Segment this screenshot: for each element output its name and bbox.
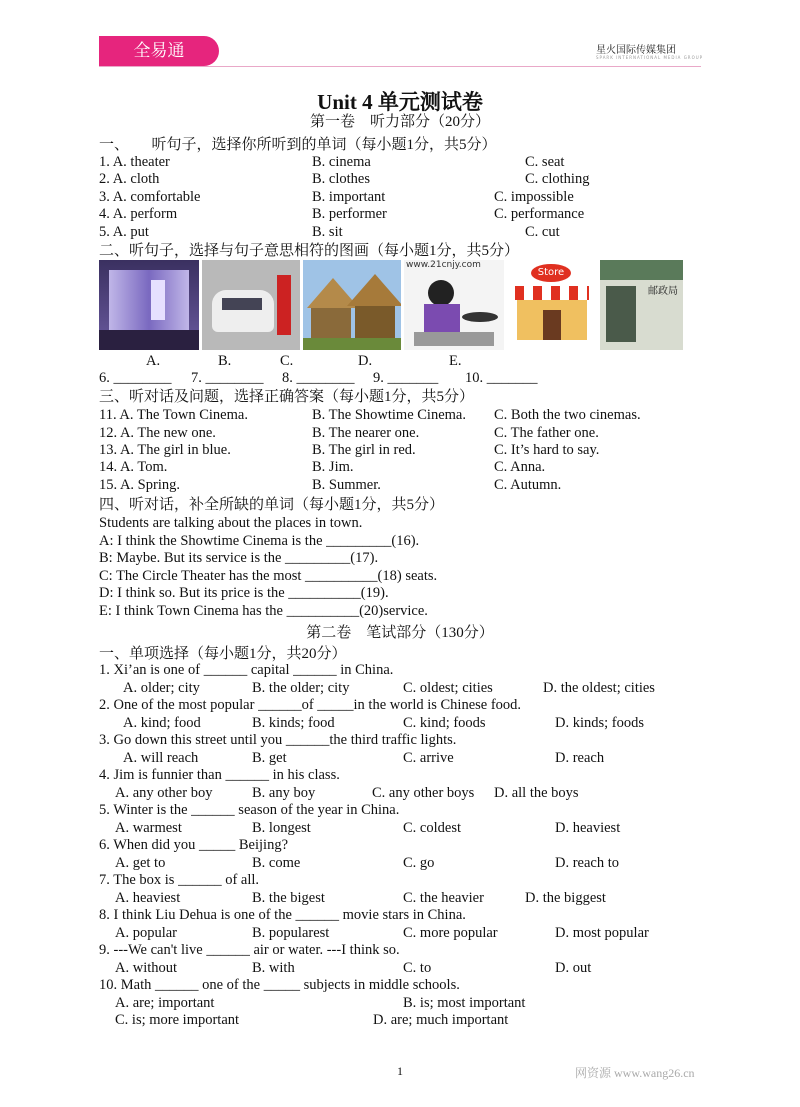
car-wash-image [202, 260, 300, 350]
picture-strip [99, 260, 683, 352]
question-option: B. the older; city [252, 679, 350, 696]
dialogue-line: D: I think so. But its price is the __________(19). [99, 585, 389, 602]
sec1-option: 4. A. perform [99, 206, 178, 222]
sec3-option: C. Both the two cinemas. [494, 407, 641, 423]
sec3-option: C. Anna. [494, 459, 546, 475]
question-stem: 8. I think Liu Dehua is one of the ______ movie stars in China. [99, 907, 466, 923]
question-option: C. to [403, 959, 432, 976]
org-subtitle: SPARK INTERNATIONAL MEDIA GROUP [596, 55, 704, 60]
question-option: C. is; more important [115, 1012, 240, 1028]
question-stem: 2. One of the most popular ______of _____in the world is Chinese food. [99, 697, 522, 713]
org-name: 星火国际传媒集团 [596, 45, 676, 56]
question-option: D. the oldest; cities [543, 679, 655, 696]
part2-sec1-heading: 一、单项选择（每小题1分，共20分） [99, 646, 347, 662]
question-option: A. get to [115, 854, 166, 871]
question-option: A. popular [115, 924, 178, 941]
sec1-option: C. seat [525, 154, 565, 170]
sec3-option: 12. A. The new one. [99, 425, 216, 441]
cinema-image [99, 260, 199, 350]
sec1-option: B. important [312, 189, 386, 205]
sec3-option: 11. A. The Town Cinema. [99, 407, 248, 423]
sec1-heading: 一、 听句子，选择你所听到的单词（每小题1分，共5分） [99, 137, 497, 153]
picture-label: B. [218, 353, 232, 369]
watermark-text: www.21cnjy.com [406, 260, 481, 270]
question-option: A. without [115, 959, 178, 976]
post-sign: 邮政局 [648, 286, 678, 297]
answer-blank: 8. ________ [282, 370, 355, 386]
question-option: B. the bigest [252, 889, 325, 906]
question-option: A. older; city [123, 679, 200, 696]
question-option: B. with [252, 959, 295, 976]
question-option: D. out [555, 959, 592, 976]
question-option: D. all the boys [494, 784, 579, 801]
question-option: C. more popular [403, 924, 498, 941]
question-stem: 6. When did you _____ Beijing? [99, 837, 289, 853]
dialogue-line: A: I think the Showtime Cinema is the _________(16). [99, 532, 420, 549]
question-option: A. heaviest [115, 889, 181, 906]
sec1-option: C. impossible [494, 189, 574, 205]
question-option: A. any other boy [115, 784, 213, 801]
store-image [507, 260, 597, 350]
sec1-option: 5. A. put [99, 224, 149, 240]
question-option: D. reach to [555, 854, 620, 871]
answer-blank: 6. ________ [99, 370, 172, 386]
question-option: D. most popular [555, 924, 649, 941]
question-option: D. heaviest [555, 819, 621, 836]
question-option: C. kind; foods [403, 714, 486, 731]
sec3-option: 13. A. The girl in blue. [99, 442, 231, 458]
question-stem: 9. ---We can't live ______ air or water. ---I think so. [99, 942, 400, 958]
sec2-heading: 二、听句子，选择与句子意思相符的图画（每小题1分，共5分） [99, 243, 520, 259]
sec1-option: 2. A. cloth [99, 171, 160, 187]
dialogue-line: B: Maybe. But its service is the _________(17). [99, 550, 379, 567]
sec3-heading: 三、听对话及问题，选择正确答案（每小题1分，共5分） [99, 389, 475, 405]
sec1-option: B. cinema [312, 154, 371, 170]
sec1-option: C. clothing [525, 171, 590, 187]
sec3-option: 14. A. Tom. [99, 459, 168, 475]
sec1-option: B. sit [312, 224, 343, 240]
question-option: B. is; most important [403, 994, 526, 1011]
page-number: 1 [397, 1064, 403, 1078]
header-divider [99, 66, 701, 67]
brand-logo: 全易通 [99, 36, 219, 66]
picture-label: A. [146, 353, 161, 369]
picture-label: C. [280, 353, 294, 369]
sec3-option: B. Summer. [312, 477, 381, 493]
sec1-option: 1. A. theater [99, 154, 170, 170]
question-option: C. oldest; cities [403, 679, 493, 696]
sec1-option: C. cut [525, 224, 560, 240]
question-stem: 5. Winter is the ______ season of the year in China. [99, 802, 400, 818]
question-option: B. any boy [252, 784, 316, 801]
footer-site: 网资源 www.wang26.cn [575, 1066, 695, 1080]
dialogue-line: C: The Circle Theater has the most __________(18) seats. [99, 567, 438, 584]
question-option: B. come [252, 854, 301, 871]
sec3-option: B. The girl in red. [312, 442, 416, 458]
sec3-option: C. Autumn. [494, 477, 562, 493]
question-stem: 1. Xi’an is one of ______ capital ______ in China. [99, 662, 394, 678]
answer-blank: 10. _______ [465, 370, 538, 386]
question-option: A. are; important [115, 994, 215, 1011]
question-option: B. kinds; food [252, 714, 335, 731]
question-option: C. any other boys [372, 784, 475, 801]
sec1-option: 3. A. comfortable [99, 189, 201, 205]
sec3-option: B. The nearer one. [312, 425, 420, 441]
question-option: D. the biggest [525, 889, 606, 906]
post-office-image [600, 260, 683, 350]
cooking-image [404, 260, 504, 350]
question-option: A. will reach [123, 749, 199, 766]
picture-label: E. [449, 353, 462, 369]
question-stem: 7. The box is ______ of all. [99, 872, 260, 888]
picture-label: D. [358, 353, 373, 369]
sec1-option: B. performer [312, 206, 387, 222]
dialogue-line: Students are talking about the places in town. [99, 515, 363, 531]
sec4-heading: 四、听对话，补全所缺的单词（每小题1分，共5分） [99, 497, 445, 513]
answer-blank: 7. ________ [191, 370, 264, 386]
question-option: B. get [252, 749, 287, 766]
answer-blank: 9. _______ [373, 370, 439, 386]
store-sign: Store [531, 264, 571, 282]
question-option: B. popularest [252, 924, 330, 941]
sec1-option: B. clothes [312, 171, 370, 187]
question-stem: 4. Jim is funnier than ______ in his class. [99, 767, 340, 783]
question-option: B. longest [252, 819, 311, 836]
part1-heading: 第一卷 听力部分（20分） [309, 114, 490, 130]
question-option: D. kinds; foods [555, 714, 645, 731]
huts-image [303, 260, 401, 350]
question-option: C. the heavier [403, 889, 484, 906]
question-option: A. kind; food [123, 714, 201, 731]
dialogue-line: E: I think Town Cinema has the __________(20)service. [99, 603, 428, 619]
question-option: C. arrive [403, 749, 454, 766]
question-option: D. are; much important [373, 1012, 509, 1028]
sec3-option: C. It’s hard to say. [494, 442, 600, 458]
question-option: C. go [403, 854, 435, 871]
sec1-option: C. performance [494, 206, 585, 222]
sec3-option: 15. A. Spring. [99, 477, 180, 493]
question-option: C. coldest [403, 819, 461, 836]
part2-heading: 第二卷 笔试部分（130分） [306, 625, 494, 641]
page-title: Unit 4 单元测试卷 [317, 90, 483, 114]
question-stem: 3. Go down this street until you ______the third traffic lights. [99, 732, 457, 748]
question-option: D. reach [555, 749, 605, 766]
question-stem: 10. Math ______ one of the _____ subjects in middle schools. [99, 977, 460, 993]
sec3-option: B. The Showtime Cinema. [312, 407, 466, 423]
question-option: A. warmest [115, 819, 182, 836]
sec3-option: B. Jim. [312, 459, 354, 475]
sec3-option: C. The father one. [494, 425, 599, 441]
